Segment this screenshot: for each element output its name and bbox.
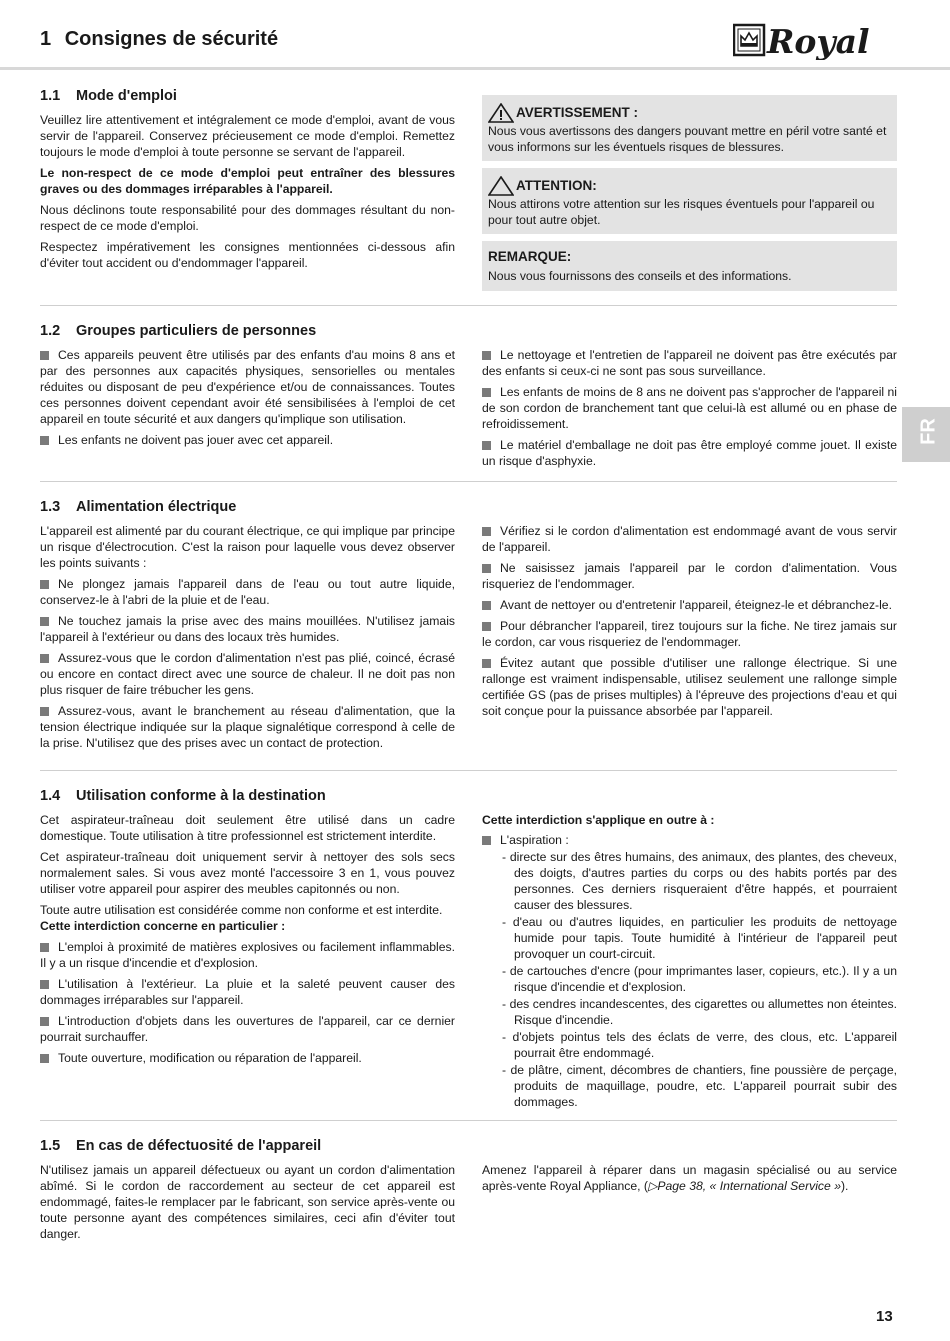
list-item: Ces appareils peuvent être utilisés par des enfants d'au moins 8 ans et par des personnes aux capacités physiques, sensorielles ou mentales réduites ou disposant de peu d'expérience et/ou de connaissances. Toutes ces personnes doivent cependant avoir été sensibilisées à l'emploi de cet appareil en toute sécurité et aux dangers qu'implique son utilisation. [40,348,455,426]
section-heading-1-5 [40,1138,321,1154]
section-number: 1.3 [40,499,61,515]
list-item: L'emploi à proximité de matières explosives ou facilement inflammables. Il y a un risque d'incendie et d'explosion. [40,940,455,970]
brand-wordmark: Royal [767,22,870,60]
section-1-3-left [40,523,455,756]
list-item: L'aspiration : [482,832,897,848]
list-item: Ne touchez jamais la prise avec des mains mouillées. N'utilisez jamais l'appareil à l'extérieur ou dans des locaux très humides. [40,614,455,644]
paragraph-bold: Cette interdiction concerne en particulier : [40,919,286,933]
list-item: Ne saisissez jamais l'appareil par le cordon d'alimentation. Vous risqueriez de l'endommager. [482,561,897,591]
section-1-5-left [40,1162,455,1247]
section-title: Groupes particuliers de personnes [76,323,317,339]
list-item: Ne plongez jamais l'appareil dans de l'eau ou tout autre liquide, conservez-le à l'abri de la pluie et de l'eau. [40,577,455,607]
section-1-1-body [40,112,455,276]
royal-logo [733,22,898,60]
list-item: L'utilisation à l'extérieur. La pluie et la saleté peuvent causer des dommages irréparables sur l'appareil. [40,977,455,1007]
section-heading-1-2 [40,323,316,339]
section-1-4-left [40,812,455,1071]
paragraph-bold: Cette interdiction s'applique en outre à : [482,813,715,827]
list-item: Toute ouverture, modification ou réparation de l'appareil. [40,1050,455,1066]
paragraph-text: ). [840,1179,849,1193]
page-number: 13 [876,1308,893,1325]
language-tab-label: FR [917,418,940,445]
caution-title-text: ATTENTION: [516,178,597,193]
dash-item: - de plâtre, ciment, décombres de chantiers, fine poussière de perçage, produits de maquillage, poudre, etc. L'appareil pourrait subir des dommages. [502,1063,897,1109]
dash-item-text: d'objets pointus tels des éclats de verre, des clous, etc. L'appareil pourrait être endommagé. [512,1030,897,1060]
dash-item: - des cendres incandescentes, des cigarettes ou allumettes non éteintes. Risque d'incendie. [502,997,897,1027]
paragraph: Respectez impérativement les consignes mentionnées ci-dessous afin d'éviter tout accident ou d'endommager l'appareil. [40,240,455,270]
note-box [482,241,897,291]
paragraph: Cet aspirateur-traîneau doit seulement être utilisé dans un cadre domestique. Toute utilisation à titre professionnel est strictement interdite. [40,813,455,843]
list-item: Évitez autant que possible d'utiliser une rallonge électrique. Si une rallonge est vraiment indispensable, utilisez seulement une rallonge simple certifiée GS (pas de prises multiples) à l'épreuve des projections d'eau et qui soit conçue pour la puissance absorbée par l'appareil. [482,656,897,718]
section-divider [40,770,897,771]
list-item: Le nettoyage et l'entretien de l'appareil ne doivent pas être exécutés par des enfants si ceux-ci ne sont pas sous surveillance. [482,348,897,378]
section-title: Utilisation conforme à la destination [76,788,326,804]
dash-item: - de cartouches d'encre (pour imprimantes laser, copieurs, etc.). Il y a un risque d'incendie et d'explosion. [502,964,897,994]
note-text: Nous vous fournissons des conseils et des informations. [488,269,792,283]
section-1-2-right [482,347,897,474]
dash-item: - d'eau ou d'autres liquides, en particulier les produits de nettoyage humide pour tapis. Toute humidité à l'intérieur de l'appareil peut provoquer un court-circuit. [502,915,897,961]
paragraph: Nous déclinons toute responsabilité pour des dommages résultant du non-respect de ce mode d'emploi. [40,203,455,233]
dash-item-text: d'eau ou d'autres liquides, en particulier les produits de nettoyage humide pour tapis. Toute humidité à l'intérieur de l'appareil peut provoquer un court-circuit. [512,915,897,961]
section-divider [40,305,897,306]
warning-title [488,103,891,123]
list-item: Les enfants de moins de 8 ans ne doivent pas s'approcher de l'appareil ni de son cordon de branchement tant que celui-là est allumé ou en phase de refroidissement. [482,385,897,431]
section-heading-1-3 [40,499,236,515]
section-number: 1.2 [40,323,61,339]
section-number: 1.5 [40,1138,61,1154]
warning-title-text: AVERTISSEMENT : [516,105,639,120]
caution-text: Nous attirons votre attention sur les risques éventuels pour l'appareil ou pour tout autre objet. [488,197,875,227]
warning-box [482,95,897,161]
list-item: Assurez-vous que le cordon d'alimentation n'est pas plié, coincé, écrasé ou encore en contact direct avec une source de chaleur. Il ne doit pas non plus risquer de faire trébucher les gens. [40,651,455,697]
section-1-4-right [482,812,897,1111]
note-title: REMARQUE: [488,249,572,264]
paragraph-bold: Le non-respect de ce mode d'emploi peut entraîner des blessures graves ou des dommages irréparables à l'appareil. [40,166,455,196]
list-item: L'introduction d'objets dans les ouvertures de l'appareil, car ce dernier pourrait surchauffer. [40,1014,455,1044]
dash-item: - d'objets pointus tels des éclats de verre, des clous, etc. L'appareil pourrait être endommagé. [502,1030,897,1060]
caution-title [488,176,891,196]
paragraph: L'appareil est alimenté par du courant électrique, ce qui implique par principe un risque d'électrocution. C'est la raison pour laquelle vous devez observer les points suivants : [40,524,455,570]
section-divider [40,1120,897,1121]
warning-text: Nous vous avertissons des dangers pouvant mettre en péril votre santé et vous informons sur les éventuels risques de blessures. [488,124,887,154]
dash-item-text: directe sur des êtres humains, des animaux, des plantes, des cheveux, des doigts, d'autres parties du corps ou des habits portés par des personnes. Ces derniers risqueraient d'être happés, et pourraient causer des blessures. [509,850,898,912]
paragraph: Cet aspirateur-traîneau doit uniquement servir à nettoyer des sols secs normalement sales. Si vous avez monté l'accessoire 3 en 1, vous pouvez utiliser votre appareil pour aspirer des meubles capitonnés ou non. [40,850,455,896]
section-divider [40,481,897,482]
list-item: Avant de nettoyer ou d'entretenir l'appareil, éteignez-le et débranchez-le. [482,597,897,613]
page-reference-link[interactable]: ▷Page 38, « International Service » [647,1179,841,1193]
list-item: Vérifiez si le cordon d'alimentation est endommagé avant de vous servir de l'appareil. [482,524,897,554]
paragraph: Toute autre utilisation est considérée comme non conforme et est interdite. [40,903,443,917]
section-number: 1.1 [40,88,61,104]
section-1-3-right [482,523,897,724]
list-item: Les enfants ne doivent pas jouer avec cet appareil. [40,432,455,448]
section-heading-1-4 [40,788,326,804]
list-item: Pour débrancher l'appareil, tirez toujours sur la fiche. Ne tirez jamais sur le cordon, car vous risqueriez de l'endommager. [482,619,897,649]
list-item: Le matériel d'emballage ne doit pas être employé comme jouet. Il existe un risque d'asphyxie. [482,438,897,468]
paragraph: Veuillez lire attentivement et intégralement ce mode d'emploi, avant de vous servir de l'appareil. Conservez précieusement ce mode d'emploi. Remettez toujours le mode d'emploi à toute personne se servant de l'appareil. [40,113,455,159]
dash-item: - directe sur des êtres humains, des animaux, des plantes, des cheveux, des doigts, d'autres parties du corps ou des habits portés par des personnes. Ces derniers risqueraient d'être happés, et pourraient causer des blessures. [502,850,898,912]
section-1-5-right [482,1162,897,1199]
dash-item-text: de plâtre, ciment, décombres de chantiers, fine poussière de perçage, produits de maquillage, poudre, etc. L'appareil pourrait subir des dommages. [510,1063,897,1109]
caution-triangle-icon [488,176,514,196]
section-title: Mode d'emploi [76,88,177,104]
language-tab [902,407,950,462]
header-divider [0,67,950,70]
section-heading-1-1 [40,88,177,104]
chapter-title [40,28,278,51]
caution-box [482,168,897,234]
paragraph [482,1162,897,1194]
section-title: En cas de défectuosité de l'appareil [76,1138,322,1154]
list-item: Assurez-vous, avant le branchement au réseau d'alimentation, que la tension électrique indiquée sur la plaque signalétique correspond à celle de la prise. N'utilisez que des prises avec un contact de protection. [40,704,455,750]
dash-item-text: des cendres incandescentes, des cigarettes ou allumettes non éteintes. Risque d'incendie. [509,997,897,1027]
chapter-title-text: Consignes de sécurité [64,28,279,50]
chapter-number: 1 [40,28,52,50]
section-1-2-left [40,347,455,453]
dash-item-text: de cartouches d'encre (pour imprimantes laser, copieurs, etc.). Il y a un risque d'incendie et d'explosion. [509,964,897,994]
warning-triangle-icon [488,103,514,123]
section-title: Alimentation électrique [76,499,237,515]
section-number: 1.4 [40,788,61,804]
paragraph: N'utilisez jamais un appareil défectueux ou ayant un cordon d'alimentation abîmé. Si le cordon de raccordement au secteur de cet appareil est endommagé, faites-le remplacer par le fabricant, son service après-vente ou toute personne ayant des compétences similaires, ceci afin d'éviter tout danger. [40,1163,455,1241]
paragraph-text: Amenez l'appareil à réparer dans un magasin spécialisé ou au service après-vente Royal Appliance, ( [482,1163,897,1193]
